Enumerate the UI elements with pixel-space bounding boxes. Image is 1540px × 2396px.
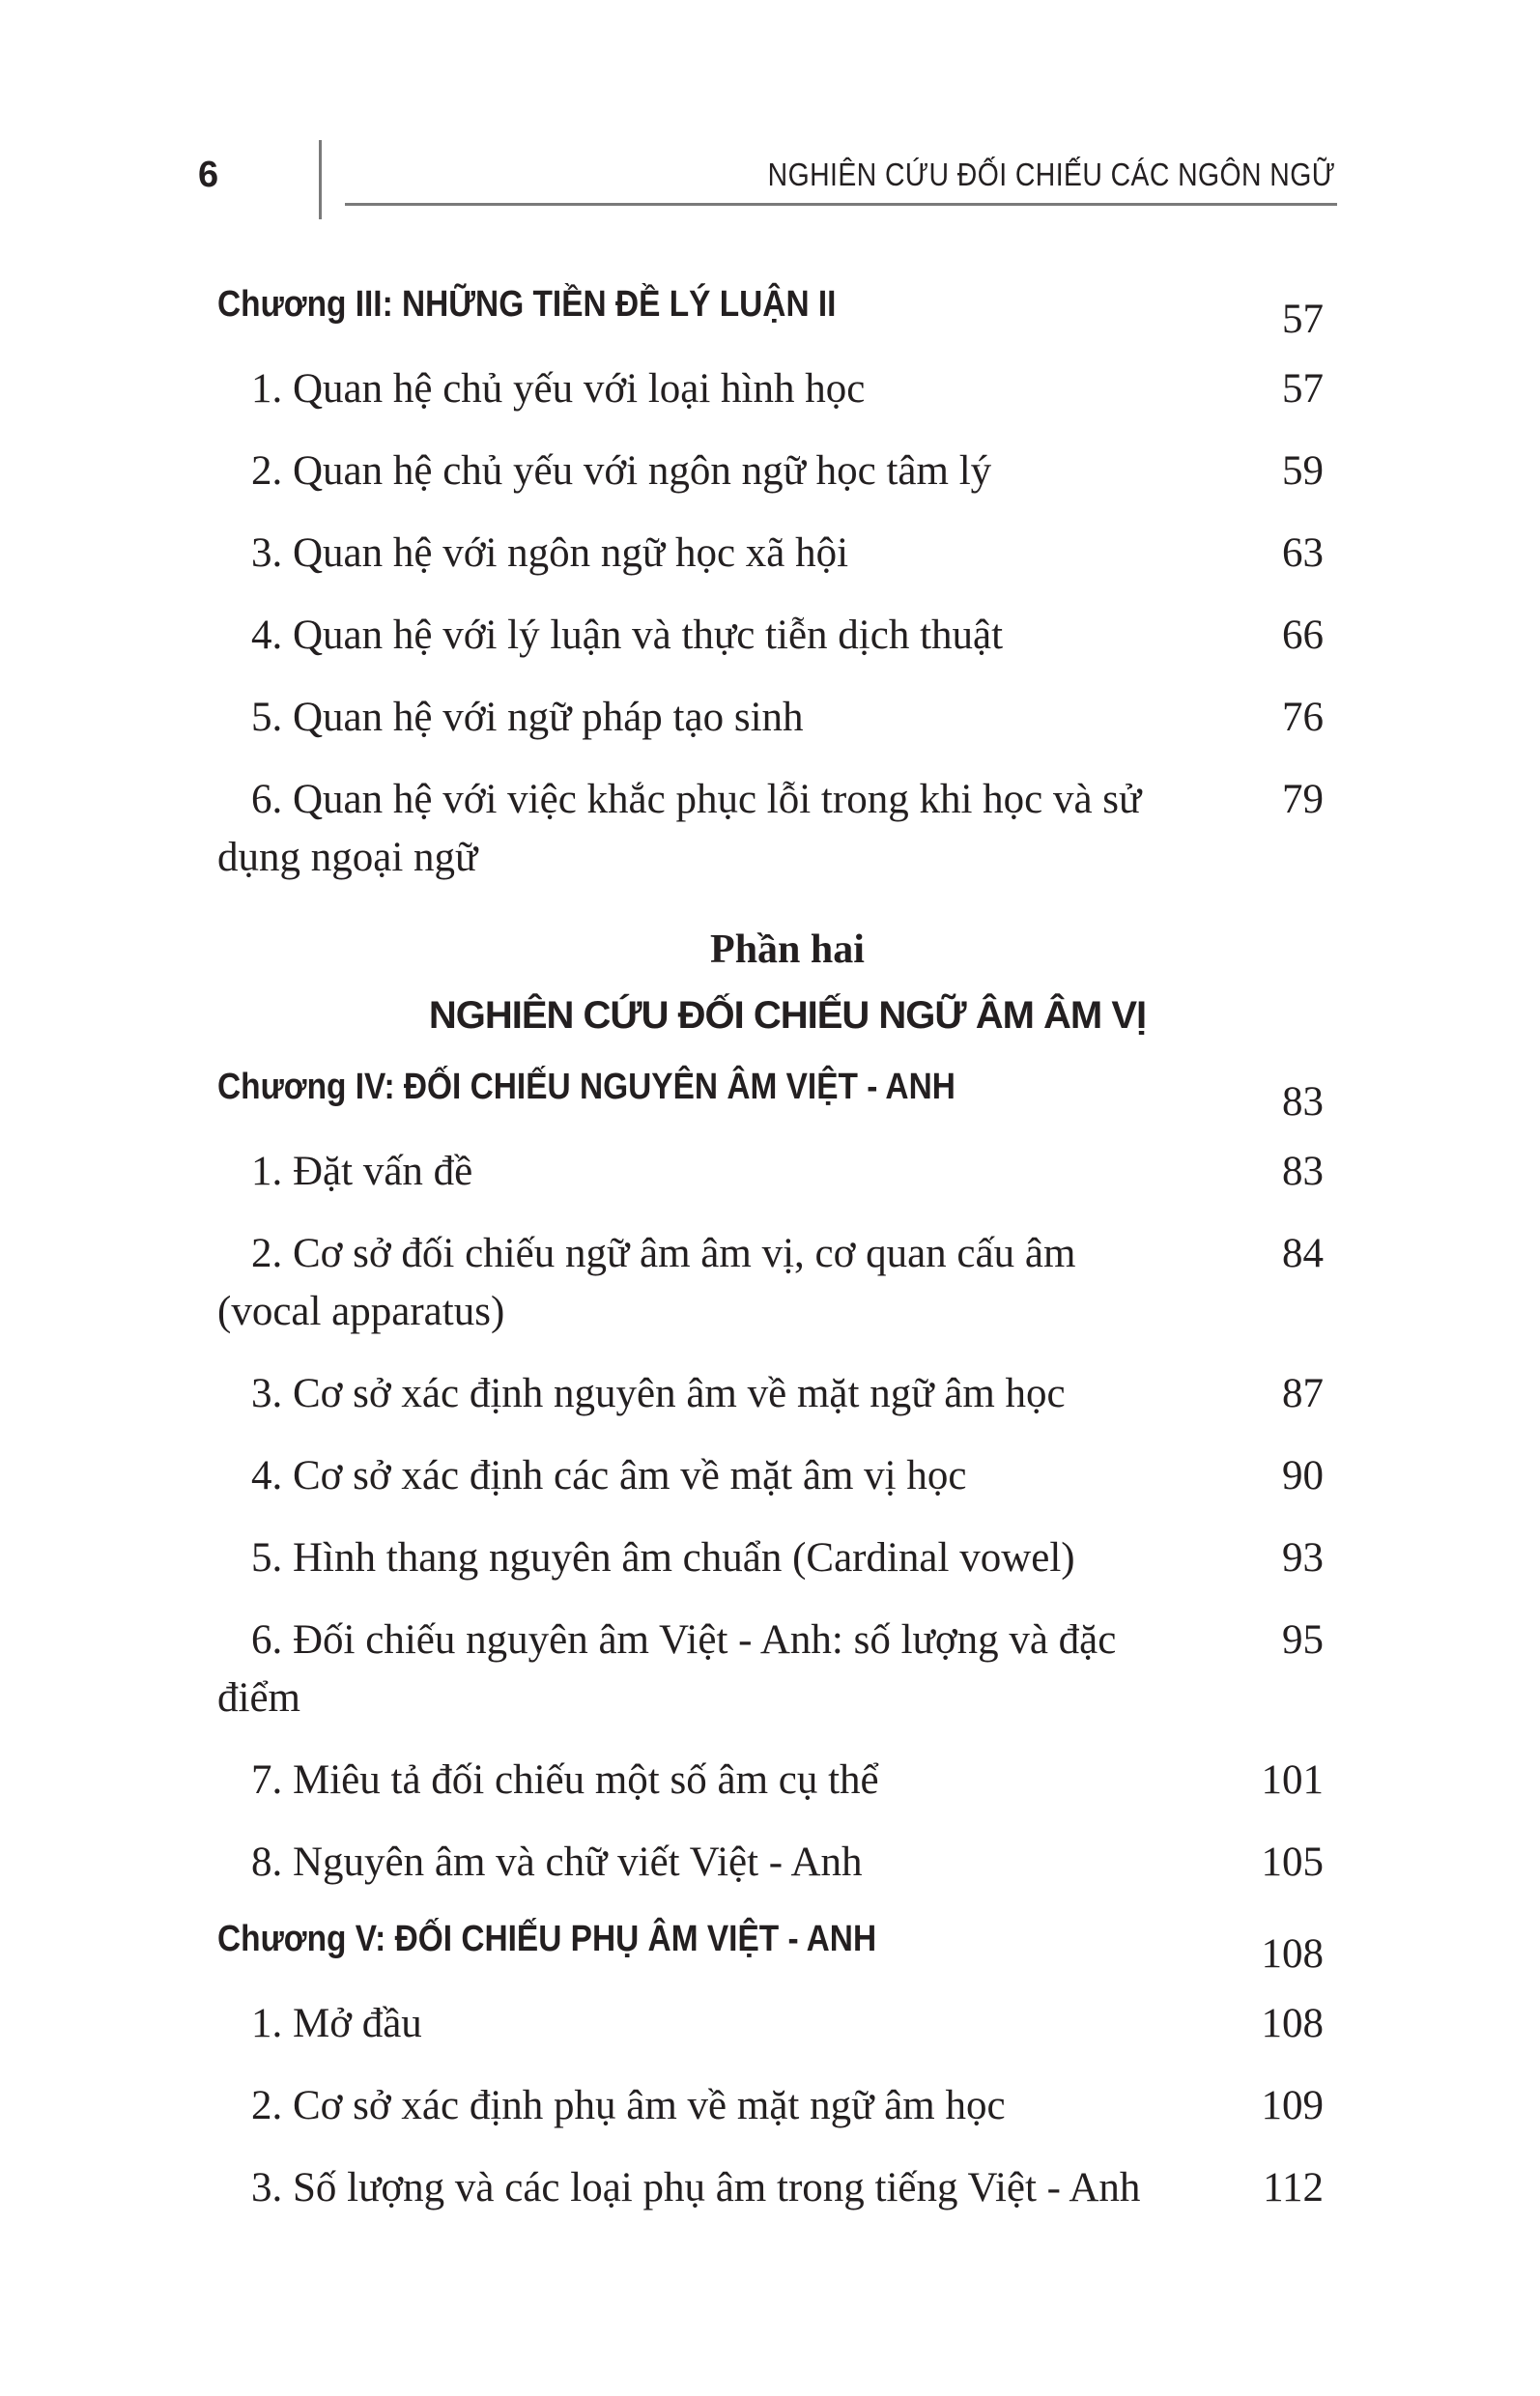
toc-entry-title: 6. Đối chiếu nguyên âm Việt - Anh: số lượng và đặc điểm [217, 1617, 1117, 1721]
toc-entry-title: 4. Cơ sở xác định các âm về mặt âm vị học [251, 1453, 967, 1498]
toc-entry-page: 112 [1263, 2165, 1324, 2211]
part-label: Phần hai [710, 927, 865, 972]
chapter-title: Chương III: NHỮNG TIỀN ĐỀ LÝ LUẬN II [217, 284, 837, 325]
header-horizontal-rule [345, 203, 1337, 206]
toc-entry[interactable] [217, 1519, 1324, 1601]
toc-entry-title: 2. Cơ sở đối chiếu ngữ âm âm vị, cơ quan cấu âm (vocal apparatus) [217, 1231, 1076, 1334]
toc-entry[interactable] [217, 1132, 1324, 1214]
toc-entry[interactable] [217, 1984, 1324, 2067]
toc-entry-page: 83 [1282, 1149, 1324, 1194]
chapter-title: Chương IV: ĐỐI CHIẾU NGUYÊN ÂM VIỆT - ANH [217, 1067, 955, 1107]
toc-entry[interactable] [217, 2067, 1324, 2149]
toc-entry-title: 6. Quan hệ với việc khắc phục lỗi trong khi học và sử dụng ngoại ngữ [217, 777, 1142, 880]
toc-entry-title: 1. Đặt vấn đề [251, 1149, 473, 1194]
toc-entry[interactable] [217, 1823, 1324, 1905]
toc-entry-page: 105 [1261, 1840, 1324, 1885]
chapter-heading-5[interactable] [217, 1905, 1324, 1984]
toc-entry[interactable] [217, 2149, 1324, 2231]
toc-entry-title: 1. Quan hệ chủ yếu với loại hình học [251, 366, 866, 412]
chapter-page: 57 [1282, 297, 1324, 342]
toc-entry-title: 3. Quan hệ với ngôn ngữ học xã hội [251, 530, 849, 576]
toc-entry[interactable] [217, 1355, 1324, 1437]
toc-entry-page: 57 [1282, 366, 1324, 412]
toc-entry[interactable] [217, 432, 1324, 514]
toc-entry-title: 3. Số lượng và các loại phụ âm trong tiếng Việt - Anh [251, 2165, 1141, 2211]
toc-entry-title: 1. Mở đầu [251, 2001, 422, 2046]
toc-entry-page: 101 [1261, 1757, 1324, 1803]
header-vertical-rule [319, 140, 322, 219]
chapter-heading-3[interactable] [217, 271, 1324, 350]
toc-entry-title: 2. Cơ sở xác định phụ âm về mặt ngữ âm học [251, 2083, 1006, 2128]
chapter-heading-4[interactable] [217, 1053, 1324, 1132]
toc-entry-title: 7. Miêu tả đối chiếu một số âm cụ thể [251, 1757, 879, 1803]
page-number: 6 [198, 155, 219, 195]
toc-entry-title: 5. Hình thang nguyên âm chuẩn (Cardinal vowel) [251, 1535, 1075, 1581]
toc-entry-page: 79 [1282, 777, 1324, 822]
running-title: NGHIÊN CỨU ĐỐI CHIẾU CÁC NGÔN NGỮ [767, 157, 1335, 192]
chapter-page: 108 [1261, 1931, 1324, 1977]
toc-entry-title: 2. Quan hệ chủ yếu với ngôn ngữ học tâm lý [251, 448, 992, 494]
toc-entry-page: 76 [1282, 695, 1324, 740]
toc-entry[interactable] [217, 1601, 1324, 1741]
toc-entry[interactable] [217, 760, 1324, 900]
table-of-contents [217, 271, 1324, 2231]
toc-entry[interactable] [217, 1741, 1324, 1823]
toc-entry-page: 66 [1282, 613, 1324, 658]
toc-entry[interactable] [217, 514, 1324, 596]
toc-entry-page: 93 [1282, 1535, 1324, 1581]
toc-entry-page: 108 [1261, 2001, 1324, 2046]
chapter-title: Chương V: ĐỐI CHIẾU PHỤ ÂM VIỆT - ANH [217, 1919, 877, 1959]
toc-entry[interactable] [217, 350, 1324, 432]
toc-entry-page: 90 [1282, 1453, 1324, 1498]
chapter-page: 83 [1282, 1079, 1324, 1125]
toc-entry-page: 84 [1282, 1231, 1324, 1276]
toc-entry[interactable] [217, 1214, 1324, 1355]
toc-entry-page: 109 [1261, 2083, 1324, 2128]
toc-entry-page: 95 [1282, 1617, 1324, 1663]
toc-entry-title: 4. Quan hệ với lý luận và thực tiễn dịch thuật [251, 613, 1004, 658]
toc-entry-page: 63 [1282, 530, 1324, 576]
toc-entry-page: 59 [1282, 448, 1324, 494]
toc-entry-title: 8. Nguyên âm và chữ viết Việt - Anh [251, 1840, 863, 1885]
part-title: NGHIÊN CỨU ĐỐI CHIẾU NGỮ ÂM ÂM VỊ [428, 994, 1147, 1037]
toc-entry[interactable] [217, 1437, 1324, 1519]
toc-entry-title: 3. Cơ sở xác định nguyên âm về mặt ngữ âm học [251, 1371, 1066, 1416]
toc-entry-title: 5. Quan hệ với ngữ pháp tạo sinh [251, 695, 804, 740]
toc-entry[interactable] [217, 596, 1324, 678]
toc-entry[interactable] [217, 678, 1324, 760]
toc-entry-page: 87 [1282, 1371, 1324, 1416]
